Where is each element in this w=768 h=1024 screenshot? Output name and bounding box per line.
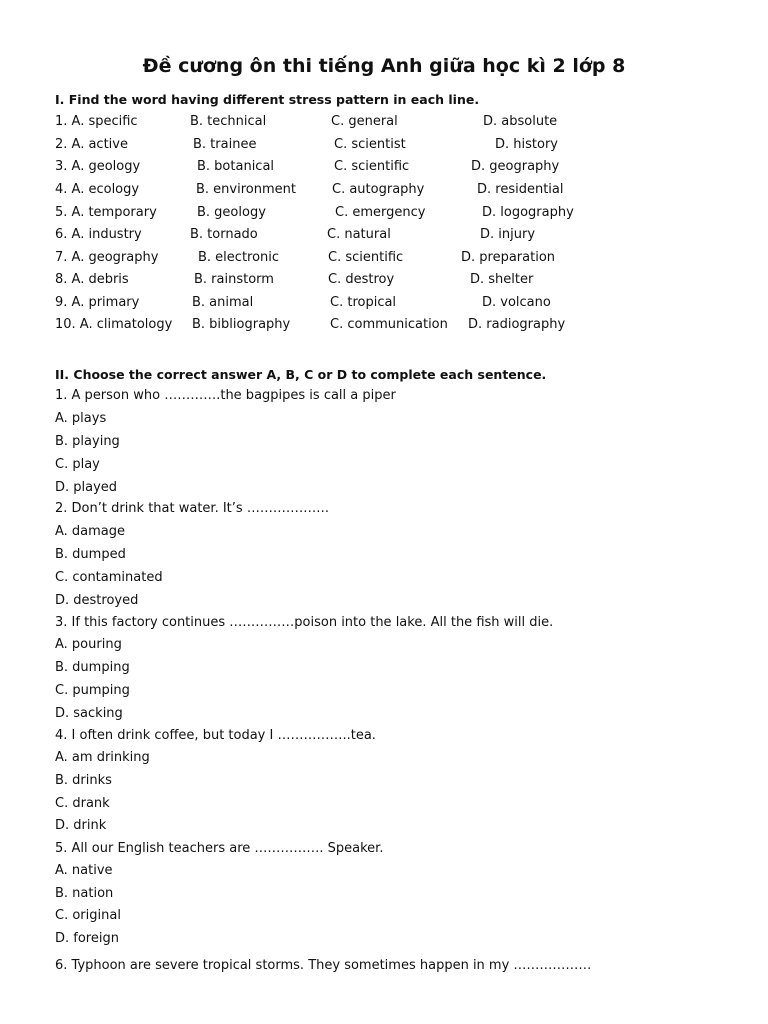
question-text: 1. A person who ………….the bagpipes is call a piper bbox=[55, 388, 396, 403]
option-b: B. trainee bbox=[193, 137, 257, 152]
answer-option: A. native bbox=[55, 863, 113, 878]
option-d: D. logography bbox=[482, 205, 574, 220]
option-a: 9. A. primary bbox=[55, 295, 140, 310]
answer-option: C. pumping bbox=[55, 683, 130, 698]
option-c: C. destroy bbox=[328, 272, 395, 287]
option-b: B. animal bbox=[192, 295, 254, 310]
stress-row bbox=[55, 317, 755, 337]
answer-option: C. original bbox=[55, 908, 121, 923]
option-c: C. tropical bbox=[330, 295, 397, 310]
option-b: B. electronic bbox=[198, 250, 280, 265]
option-b: B. geology bbox=[197, 205, 266, 220]
option-a: 10. A. climatology bbox=[55, 317, 173, 332]
option-c: C. scientific bbox=[328, 250, 404, 265]
answer-option: D. destroyed bbox=[55, 593, 139, 608]
option-a: 8. A. debris bbox=[55, 272, 129, 287]
option-c: C. general bbox=[331, 114, 398, 129]
option-b: B. botanical bbox=[197, 159, 275, 174]
answer-option: A. damage bbox=[55, 524, 126, 539]
stress-row bbox=[55, 295, 755, 315]
question-text: 2. Don’t drink that water. It’s ………………. bbox=[55, 501, 329, 516]
option-d: D. absolute bbox=[483, 114, 558, 129]
option-a: 4. A. ecology bbox=[55, 182, 140, 197]
section-2-heading: II. Choose the correct answer A, B, C or D to complete each sentence. bbox=[55, 367, 547, 382]
answer-option: D. sacking bbox=[55, 706, 123, 721]
option-d: D. residential bbox=[477, 182, 564, 197]
answer-option: A. am drinking bbox=[55, 750, 150, 765]
answer-option: A. plays bbox=[55, 411, 107, 426]
option-a: 6. A. industry bbox=[55, 227, 142, 242]
answer-option: B. dumped bbox=[55, 547, 126, 562]
option-c: C. communication bbox=[330, 317, 448, 332]
page-title: Đề cương ôn thi tiếng Anh giữa học kì 2 lớp 8 bbox=[142, 55, 626, 77]
option-b: B. environment bbox=[196, 182, 296, 197]
answer-option: B. drinks bbox=[55, 773, 112, 788]
option-b: B. technical bbox=[190, 114, 267, 129]
option-c: C. scientific bbox=[334, 159, 410, 174]
option-d: D. geography bbox=[471, 159, 560, 174]
answer-option: C. contaminated bbox=[55, 570, 163, 585]
option-c: C. natural bbox=[327, 227, 391, 242]
option-b: B. bibliography bbox=[192, 317, 291, 332]
answer-option: C. play bbox=[55, 457, 100, 472]
option-a: 5. A. temporary bbox=[55, 205, 157, 220]
question-text: 5. All our English teachers are ……………. Speaker. bbox=[55, 841, 384, 856]
option-b: B. tornado bbox=[190, 227, 258, 242]
option-d: D. preparation bbox=[461, 250, 556, 265]
stress-row bbox=[55, 205, 755, 225]
option-c: C. scientist bbox=[334, 137, 406, 152]
option-c: C. emergency bbox=[335, 205, 426, 220]
stress-row bbox=[55, 137, 755, 157]
answer-option: D. drink bbox=[55, 818, 107, 833]
stress-row bbox=[55, 272, 755, 292]
question-text: 3. If this factory continues ……………poison into the lake. All the fish will die. bbox=[55, 615, 554, 630]
answer-option: B. playing bbox=[55, 434, 120, 449]
option-b: B. rainstorm bbox=[194, 272, 274, 287]
question-text: 6. Typhoon are severe tropical storms. They sometimes happen in my ……………… bbox=[55, 958, 592, 973]
stress-row bbox=[55, 182, 755, 202]
stress-row bbox=[55, 250, 755, 270]
option-d: D. volcano bbox=[482, 295, 551, 310]
option-a: 2. A. active bbox=[55, 137, 128, 152]
answer-option: C. drank bbox=[55, 796, 110, 811]
section-1-heading: I. Find the word having different stress pattern in each line. bbox=[55, 92, 480, 107]
answer-option: B. nation bbox=[55, 886, 114, 901]
option-a: 7. A. geography bbox=[55, 250, 159, 265]
stress-row bbox=[55, 159, 755, 179]
question-text: 4. I often drink coffee, but today I ……………..tea. bbox=[55, 728, 376, 743]
option-c: C. autography bbox=[332, 182, 425, 197]
answer-option: B. dumping bbox=[55, 660, 130, 675]
option-a: 3. A. geology bbox=[55, 159, 141, 174]
stress-row bbox=[55, 114, 755, 134]
answer-option: D. foreign bbox=[55, 931, 119, 946]
option-d: D. history bbox=[495, 137, 558, 152]
stress-row bbox=[55, 227, 755, 247]
answer-option: D. played bbox=[55, 480, 118, 495]
answer-option: A. pouring bbox=[55, 637, 122, 652]
option-a: 1. A. specific bbox=[55, 114, 138, 129]
option-d: D. injury bbox=[480, 227, 536, 242]
option-d: D. radiography bbox=[468, 317, 566, 332]
option-d: D. shelter bbox=[470, 272, 534, 287]
